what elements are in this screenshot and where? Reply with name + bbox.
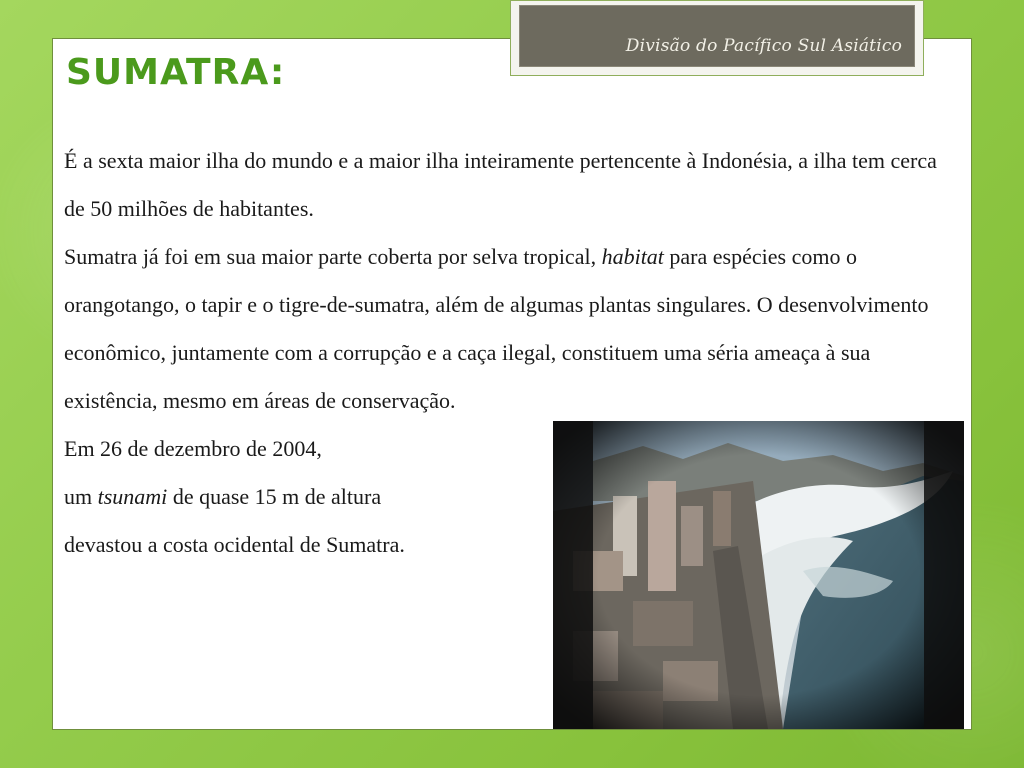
slide-title: SUMATRA: bbox=[66, 52, 286, 93]
paragraph-3: Em 26 de dezembro de 2004, bbox=[64, 436, 322, 461]
paragraph-2-start: Sumatra já foi em sua maior parte coberta por selva tropical, bbox=[64, 244, 602, 269]
header-subtitle: Divisão do Pacífico Sul Asiático bbox=[625, 36, 902, 56]
paragraph-1: É a sexta maior ilha do mundo e a maior ilha inteiramente pertencente à Indonésia, a ilha tem cerca de 50 milhões de habitantes. bbox=[64, 148, 937, 221]
paragraph-4-end: de quase 15 m de altura bbox=[167, 484, 382, 509]
paragraph-2-italic: habitat bbox=[601, 244, 664, 269]
tsunami-photo bbox=[553, 421, 964, 729]
paragraph-2-end: para espécies como o orangotango, o tapir e o tigre-de-sumatra, além de algumas plantas singulares. O desenvolvimento econômico, juntamente com a corrupção e a caça ilegal, constituem uma séria ameaça à sua existência, mesmo em áreas de conservação. bbox=[64, 244, 929, 413]
paragraph-5: devastou a costa ocidental de Sumatra. bbox=[64, 532, 405, 557]
header-banner-inner bbox=[519, 5, 915, 67]
tsunami-illustration bbox=[553, 421, 964, 729]
paragraph-4-start: um bbox=[64, 484, 98, 509]
paragraph-4-italic: tsunami bbox=[97, 484, 168, 509]
header-banner bbox=[510, 0, 924, 76]
paragraph-2 bbox=[64, 233, 944, 425]
